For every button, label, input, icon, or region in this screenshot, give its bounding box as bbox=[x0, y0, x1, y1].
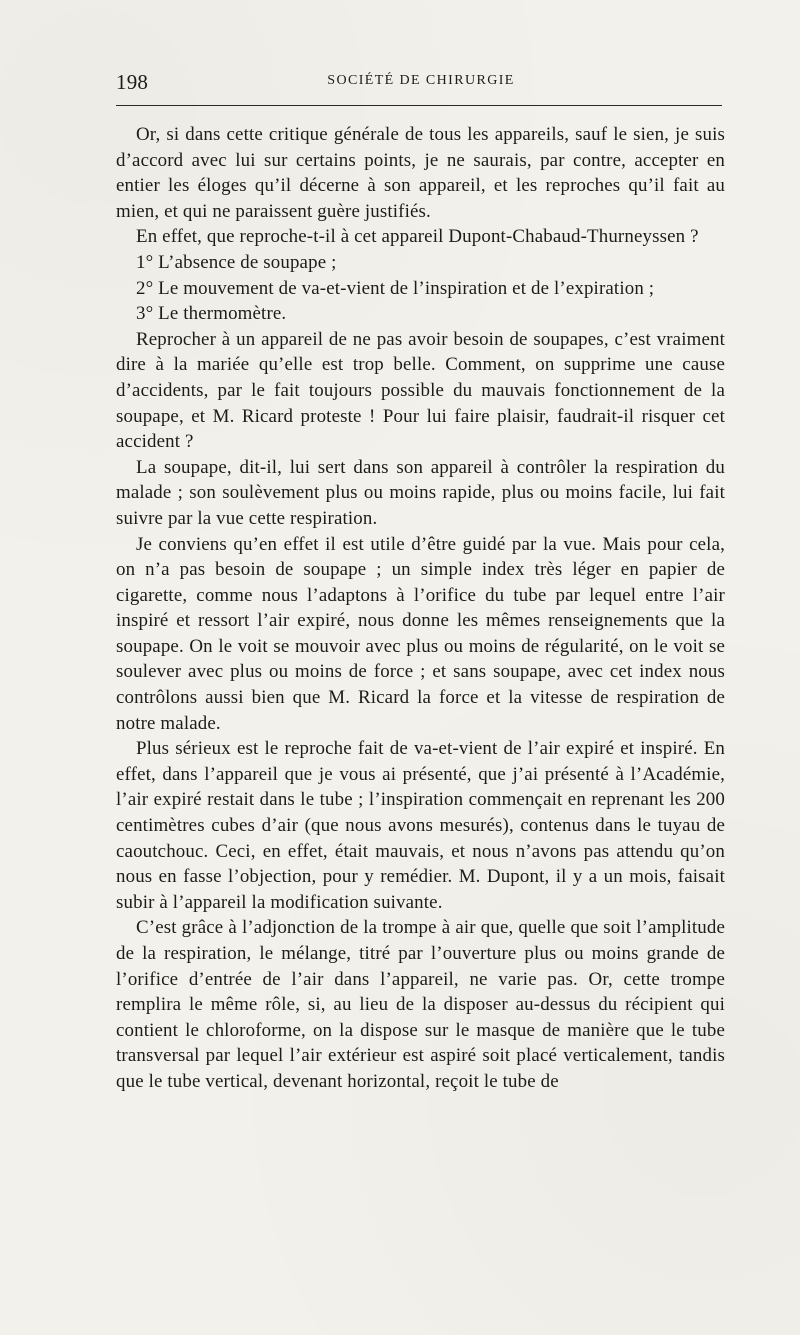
list-item-mouvement: 2° Le mouvement de va-et-vient de l’inspiration et de l’expiration ; bbox=[136, 277, 655, 299]
running-head bbox=[116, 70, 726, 96]
paragraph-controle: La soupape, dit-il, lui sert dans son appareil à contrôler la respiration du malade ; son soulèvement plus ou moins rapide, plus ou moins facile, lui fait suivre par la vue cette respiration. bbox=[116, 456, 725, 529]
body-text bbox=[116, 122, 725, 1095]
running-title: SOCIÉTÉ DE CHIRURGIE bbox=[327, 73, 515, 88]
paragraph-question: En effet, que reproche-t-il à cet appareil Dupont-Chabaud-Thurneyssen ? bbox=[136, 226, 699, 248]
list-item-soupape: 1° L’absence de soupape ; bbox=[136, 251, 337, 273]
header-rule bbox=[116, 105, 722, 106]
paragraph-soupapes: Reprocher à un appareil de ne pas avoir besoin de soupapes, c’est vraiment dire à la mariée qu’elle est trop belle. Comment, on supprime une cause d’accidents, par le fait toujours possible du mauvais fonctionnement de la soupape, et M. Ricard proteste ! Pour lui faire plaisir, faudrait-il risquer cet accident ? bbox=[116, 328, 725, 453]
page-number: 198 bbox=[116, 70, 149, 94]
paragraph-index: Je conviens qu’en effet il est utile d’être guidé par la vue. Mais pour cela, on n’a pas besoin de soupape ; un simple index très léger en papier de cigarette, comme nous l’adaptons à l’orifice du tube par lequel entre l’air inspiré et ressort l’air expiré, nous donne les mêmes renseignements que la soupape. On le voit se mouvoir avec plus ou moins de régularité, on le voit se soulever avec plus ou moins de force ; et sans soupape, avec cet index nous contrôlons aussi bien que M. Ricard la force et la vitesse de respiration de notre malade. bbox=[116, 533, 725, 734]
paragraph-va-et-vient: Plus sérieux est le reproche fait de va-et-vient de l’air expiré et inspiré. En effet, dans l’appareil que je vous ai présenté, que j’ai présenté à l’Académie, l’air expiré restait dans le tube ; l’inspiration commençait en reprenant les 200 centimètres cubes d’air (que nous avons mesurés), contenus dans le tuyau de caoutchouc. Ceci, en effet, était mauvais, et nous n’avons pas attendu qu’on nous en fasse l’objection, pour y remédier. M. Dupont, il y a un mois, faisait subir à l’appareil la modification suivante. bbox=[116, 738, 725, 913]
list-item-thermometre: 3° Le thermomètre. bbox=[136, 303, 287, 325]
paragraph-critique: Or, si dans cette critique générale de tous les appareils, sauf le sien, je suis d’accord avec lui sur certains points, je ne saurais, par contre, accepter en entier les éloges qu’il décerne à son appareil, et les reproches qu’il fait au mien, et qui ne paraissent guère justifiés. bbox=[116, 124, 725, 222]
paragraph-trompe: C’est grâce à l’adjonction de la trompe à air que, quelle que soit l’amplitude de la respiration, le mélange, titré par l’ouverture plus ou moins grande de l’orifice d’entrée de l’air dans l’appareil, ne varie pas. Or, cette trompe remplira le même rôle, si, au lieu de la disposer au-dessus du récipient qui contient le chloroforme, on la dispose sur le masque de manière que le tube transversal par lequel l’air extérieur est aspiré soit placé verticalement, tandis que le tube vertical, devenant horizontal, reçoit le tube de bbox=[116, 917, 725, 1092]
